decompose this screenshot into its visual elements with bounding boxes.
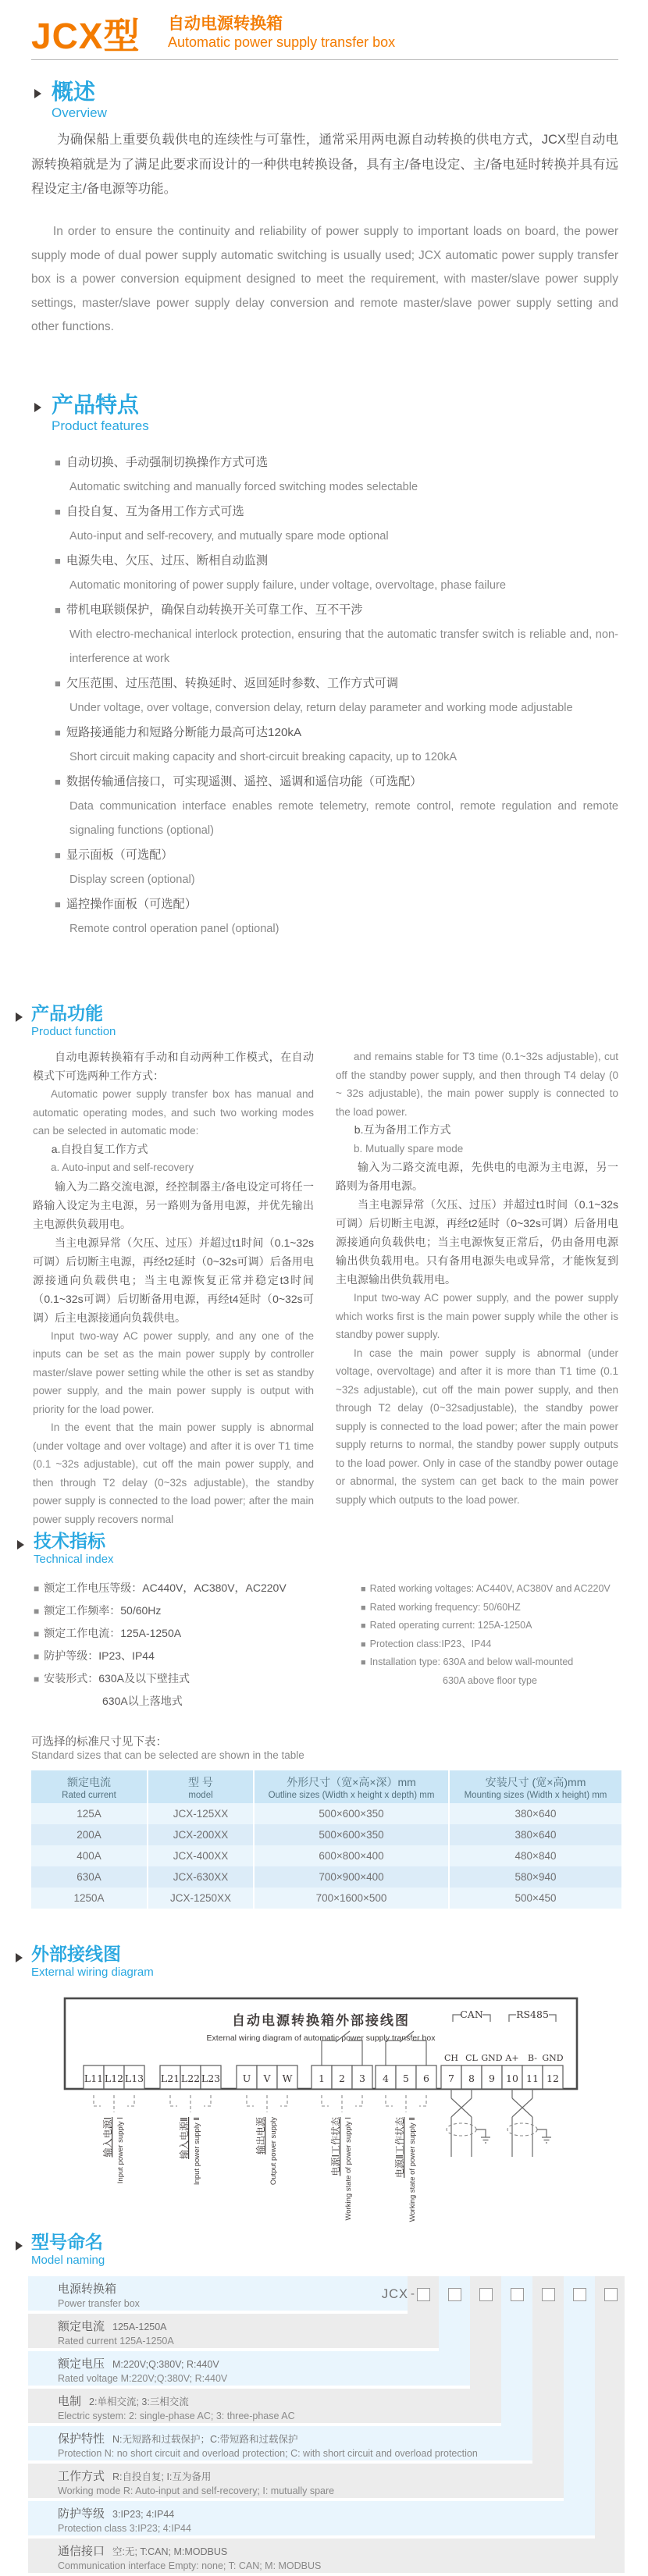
- overview-heading-cn: 概述: [52, 80, 96, 104]
- can-pin: CH: [443, 2053, 459, 2063]
- model-row: [28, 2314, 439, 2348]
- terminal: L11: [84, 2073, 104, 2084]
- overview-paragraph-en: In order to ensure the continuity and reliability of power supply to important loads on board, the power supply mode of dual power supply automatic switching is usually used; JCX automatic power supply transfer box is a power conversion equipment designed to meet the requirement, with master/slave power supply settings, master/slave power supply delay conversion and remote master/slave power supply setting and other functions.: [31, 225, 618, 333]
- group-bracket: [94, 2095, 134, 2112]
- feature-item: [55, 450, 618, 500]
- model-code-box: [448, 2288, 461, 2301]
- model-row-en: Communication interface Empty: none; T: CAN; M: MODBUS: [58, 2560, 322, 2571]
- table-cell: JCX-400XX: [148, 1845, 253, 1866]
- square-bullet-icon: ■: [55, 604, 61, 616]
- technical-item: 额定工作电流：125A-1250A: [44, 1627, 182, 1639]
- table-cell: 200A: [31, 1824, 147, 1845]
- table-cell: 380×640: [450, 1824, 621, 1845]
- square-bullet-icon: ■: [55, 457, 61, 468]
- square-bullet-icon: ■: [55, 678, 61, 689]
- function-paragraph: Input two-way AC power supply, and any one of the inputs can be set as the main power supply by controller master/slave power setting while the other is set as standby power supply, and the main power supply is output with priority for the load power.: [33, 1329, 314, 1415]
- terminal: 4: [383, 2073, 389, 2084]
- model-row-val: R:自投自复; I:互为备用: [112, 2471, 212, 2482]
- table-cell: JCX-200XX: [148, 1824, 253, 1845]
- terminal: 7: [448, 2073, 454, 2084]
- function-paragraph: In case the main power supply is abnormal (under voltage, overvoltage) and after it is more than T1 time (0.1 ~32s adjustable), cut off the main power supply, and then through T2 delay (0~32sadjustable), the standby power supply is connected to the load power; after the main power supply returns to normal, the standby power supply outputs to the load power. Only in case of the standby power outage or abnormal, the system can get back to the main power supply which outputs to the load power.: [336, 1347, 618, 1506]
- group-label-cn: 电源Ⅰ工作状态: [330, 2117, 341, 2176]
- twisted-pair-can: [447, 2089, 490, 2157]
- technical-item: 额定工作电压等级：AC440V，AC380V，AC220V: [44, 1582, 287, 1594]
- square-bullet-icon: ■: [361, 1639, 366, 1649]
- square-bullet-icon: ■: [34, 1651, 40, 1662]
- table-note-cn: 可选择的标准尺寸见下表：: [31, 1736, 167, 1749]
- feature-cn: 带机电联锁保护，确保自动转换开关可靠工作、互不干涉: [66, 603, 363, 617]
- model-row-cn: 额定电压: [58, 2357, 105, 2371]
- feature-en: With electro-mechanical interlock protection, ensuring that the automatic transfer switch is reliable and, non-interference at work: [69, 628, 618, 665]
- group-label-en: Output power supply: [269, 2117, 278, 2186]
- can-pin: CL: [465, 2053, 478, 2063]
- model-code-box: [573, 2288, 586, 2301]
- model-code-box: [417, 2288, 430, 2301]
- table-cell: 480×840: [450, 1845, 621, 1866]
- terminal: 2: [339, 2073, 345, 2084]
- model-prefix: JCX: [381, 2287, 408, 2301]
- technical-list-cn: [34, 1577, 330, 1712]
- technical-item: Protection class:IP23、IP44: [369, 1638, 492, 1649]
- square-bullet-icon: ■: [361, 1603, 366, 1613]
- function-paragraph: b.互为备用工作方式: [354, 1123, 451, 1136]
- can-label: CAN: [460, 2008, 483, 2020]
- group-label-en: Input power supply Ⅱ: [193, 2117, 201, 2186]
- table-cell: JCX-1250XX: [148, 1888, 253, 1909]
- section-model-header: [31, 2233, 105, 2267]
- ground-icon: [476, 2129, 490, 2143]
- feature-en: Under voltage, over voltage, conversion delay, return delay parameter and working mode adjustable: [69, 702, 573, 714]
- feature-cn: 自动切换、手动强制切换操作方式可选: [66, 456, 269, 469]
- model-row-cn: 额定电流: [58, 2320, 105, 2333]
- square-bullet-icon: ■: [55, 898, 61, 910]
- feature-cn: 数据传输通信接口，可实现遥测、遥控、遥调和遥信功能（可选配）: [66, 775, 422, 788]
- model-row-en: Rated current 125A-1250A: [58, 2336, 174, 2347]
- function-paragraph: Input two-way AC power supply, and the power supply which works first is the main power supply while the other is standby power supply.: [336, 1292, 618, 1340]
- rs485-label: RS485: [516, 2008, 549, 2020]
- model-row-cn: 电制: [58, 2395, 82, 2408]
- table-cell: 380×640: [450, 1803, 621, 1824]
- model-row: [28, 2351, 470, 2386]
- group-bracket: [170, 2095, 211, 2112]
- section-marker-icon: [16, 1953, 23, 1962]
- group-label-en: Working state of power supply Ⅰ: [344, 2117, 353, 2221]
- model-strip: [595, 2276, 625, 2539]
- feature-en: Remote control operation panel (optional): [69, 923, 279, 935]
- terminal: W: [282, 2073, 293, 2084]
- table-cell: 500×600×350: [255, 1824, 448, 1845]
- feature-cn: 短路接通能力和短路分断能力最高可达120kA: [66, 726, 302, 739]
- terminal: 8: [468, 2073, 475, 2084]
- feature-cn: 自投自复、互为备用工作方式可选: [66, 505, 244, 518]
- twisted-pair-rs485: [507, 2089, 551, 2157]
- technical-item-sub: 630A以上落地式: [102, 1695, 183, 1707]
- section-function-header: [31, 1004, 116, 1038]
- function-heading-en: Product function: [31, 1025, 116, 1039]
- square-bullet-icon: ■: [34, 1583, 40, 1594]
- rs485-pin: GND: [542, 2053, 564, 2063]
- table-cell: JCX-630XX: [148, 1866, 253, 1888]
- rs485-pin: A+: [505, 2053, 519, 2063]
- product-title-en: Automatic power supply transfer box: [168, 34, 396, 50]
- terminal: 5: [403, 2073, 409, 2084]
- terminal: 10: [506, 2073, 518, 2084]
- feature-item: [55, 500, 618, 549]
- section-marker-icon: [34, 89, 41, 98]
- table-cell: 125A: [31, 1803, 147, 1824]
- table-cell: 500×450: [450, 1888, 621, 1909]
- rs485-pin: B-: [527, 2053, 538, 2063]
- technical-item: 防护等级：IP23、IP44: [44, 1649, 155, 1662]
- model-row-cn: 通信接口: [58, 2545, 105, 2558]
- model-row-val: 3:IP23; 4:IP44: [112, 2509, 175, 2520]
- model-row-en: Protection N: no short circuit and overload protection; C: with short circuit and overload protection: [58, 2448, 478, 2459]
- feature-item: [55, 671, 618, 720]
- square-bullet-icon: ■: [55, 849, 61, 861]
- function-paragraph: 输入为二路交流电源，先供电的电源为主电源，另一路则为备用电源。: [336, 1161, 618, 1192]
- function-paragraph: a. Auto-input and self-recovery: [50, 1162, 194, 1173]
- feature-item: [55, 843, 618, 892]
- terminal: V: [263, 2073, 271, 2084]
- wiring-heading-en: External wiring diagram: [31, 1966, 154, 1980]
- model-row-en: Rated voltage M:220V;Q:380V; R:440V: [58, 2373, 228, 2384]
- group-label-en: Working state of power supply Ⅱ: [408, 2117, 417, 2222]
- feature-en: Auto-input and self-recovery, and mutually spare mode optional: [69, 530, 389, 543]
- square-bullet-icon: ■: [34, 1628, 40, 1639]
- wiring-title-cn: 自动电源转换箱外部接线图: [232, 2013, 410, 2028]
- header-divider: [31, 59, 618, 60]
- product-model-title: JCX型: [31, 16, 141, 56]
- section-technical-header: [34, 1532, 114, 1566]
- group-label-en: Input power supply Ⅰ: [116, 2117, 125, 2184]
- group-bracket: [322, 2095, 362, 2112]
- model-row-val: 2:单相交流; 3:三相交流: [89, 2396, 189, 2407]
- technical-item: Rated working frequency: 50/60HZ: [369, 1601, 521, 1613]
- square-bullet-icon: ■: [361, 1585, 366, 1594]
- wiring-title-en: External wiring diagram of automatic power supply transfer box: [206, 2033, 436, 2043]
- feature-item: [55, 598, 618, 671]
- feature-en: Automatic switching and manually forced switching modes selectable: [69, 481, 418, 493]
- section-marker-icon: [34, 403, 41, 412]
- table-cell: 400A: [31, 1845, 147, 1866]
- terminal: 11: [526, 2073, 539, 2084]
- model-row: [28, 2539, 625, 2573]
- model-code-box: [604, 2288, 618, 2301]
- terminal: 12: [547, 2073, 559, 2084]
- feature-en: Short circuit making capacity and short-circuit breaking capacity, up to 120kA: [69, 751, 458, 763]
- technical-list-en: [361, 1580, 630, 1689]
- square-bullet-icon: ■: [55, 776, 61, 788]
- features-list: [55, 450, 618, 941]
- table-cell: 600×800×400: [255, 1845, 448, 1866]
- model-code-box: [511, 2288, 524, 2301]
- table-header-cell: 额定电流 Rated current: [31, 1770, 147, 1803]
- model-strip: [532, 2276, 564, 2464]
- function-column-left: [33, 1048, 314, 1528]
- table-header-cell: 外形尺寸（宽×高×深）mm Outline sizes (Width x height x depth) mm: [255, 1770, 448, 1803]
- features-heading-cn: 产品特点: [52, 393, 140, 417]
- overview-paragraph-cn: 为确保船上重要负载供电的连续性与可靠性，通常采用两电源自动转换的供电方式，JCX型自动电源转换箱就是为了满足此要求而设计的一种供电转换设备，具有主/备电设定、主/备电延时转换并具有远程设定主/备电源等功能。: [31, 133, 618, 196]
- terminal-strip: [84, 2065, 563, 2089]
- page-title-block: [31, 8, 140, 59]
- function-paragraph: 输入为二路交流电源，经控制器主/备电设定可将任一路输入设定为主电源，另一路则为备用电源，并优先输出主电源供负载用电。: [33, 1179, 314, 1230]
- square-bullet-icon: ■: [361, 1658, 366, 1667]
- table-cell: 500×600×350: [255, 1803, 448, 1824]
- feature-cn: 显示面板（可选配）: [66, 849, 173, 862]
- function-heading-cn: 产品功能: [31, 1003, 103, 1023]
- feature-en: Data communication interface enables remote telemetry, remote control, remote regulation and remote signaling functions (optional): [69, 800, 618, 837]
- table-cell: 700×1600×500: [255, 1888, 448, 1909]
- group-label-cn: 输入电源Ⅱ: [179, 2117, 190, 2159]
- page-subtitle-block: [168, 11, 395, 51]
- square-bullet-icon: ■: [55, 555, 61, 567]
- function-column-right: [336, 1048, 618, 1509]
- model-row-cn: 防护等级: [58, 2507, 105, 2521]
- ground-icon: [537, 2129, 551, 2143]
- terminal: 3: [359, 2073, 365, 2084]
- table-cell: 580×940: [450, 1866, 621, 1888]
- square-bullet-icon: ■: [34, 1674, 40, 1685]
- table-header-cell: 安装尺寸 (宽×高)mm Mounting sizes (Width x height) mm: [450, 1770, 621, 1803]
- model-heading-en: Model naming: [31, 2254, 105, 2268]
- function-paragraph: In the event that the main power supply is abnormal (under voltage and over voltage) and after it is over T1 time (0.1 ~32s adjustable), cut off the main power supply, and then through T2 delay (0~32s adjustable), the standby power supply is connected to the load power; after the main power supply recovers normal: [33, 1421, 314, 1525]
- model-row-en: Protection class 3:IP23; 4:IP44: [58, 2523, 191, 2534]
- wiring-diagram: [27, 1989, 621, 2231]
- wiring-heading-cn: 外部接线图: [31, 1944, 121, 1964]
- section-features-header: [52, 393, 149, 434]
- terminal: 1: [319, 2073, 325, 2084]
- square-bullet-icon: ■: [34, 1606, 40, 1617]
- table-note-en: Standard sizes that can be selected are shown in the table: [31, 1749, 304, 1761]
- model-naming-diagram: [28, 2276, 625, 2573]
- technical-item: 安装形式：630A及以下壁挂式: [44, 1672, 190, 1685]
- feature-cn: 欠压范围、过压范围、转换延时、返回延时参数、工作方式可调: [66, 677, 399, 690]
- technical-item: Rated operating current: 125A-1250A: [369, 1620, 532, 1631]
- feature-en: Display screen (optional): [69, 873, 195, 886]
- function-paragraph: 当主电源异常（欠压、过压）并超过t1时间（0.1~32s可调）后切断主电源，再经t2延时（0~32s可调）后备用电源接通向负载供电；当主电源恢复正常后，仍由备用电源输出供负载用电。只有备用电源失电或异常，才能恢复到主电源输出供负载用电。: [336, 1198, 618, 1286]
- model-heading-cn: 型号命名: [31, 2232, 103, 2252]
- technical-heading-en: Technical index: [34, 1553, 114, 1567]
- section-wiring-header: [31, 1944, 154, 1979]
- overview-heading-en: Overview: [52, 105, 107, 121]
- terminal: L23: [201, 2073, 221, 2084]
- table-cell: 700×900×400: [255, 1866, 448, 1888]
- feature-en: Automatic monitoring of power supply failure, under voltage, overvoltage, phase failure: [69, 579, 506, 592]
- terminal: 9: [489, 2073, 495, 2084]
- section-marker-icon: [16, 1012, 23, 1022]
- model-row-en: Working mode R: Auto-input and self-recovery; I: mutually spare: [58, 2485, 335, 2496]
- technical-heading-cn: 技术指标: [34, 1531, 105, 1551]
- standard-size-table: [31, 1770, 618, 1909]
- feature-item: [55, 892, 618, 941]
- function-paragraph: 当主电源异常（欠压、过压）并超过t1时间（0.1~32s可调）后切断主电源，再经t2延时（0~32s可调）后备用电源接通向负载供电；当主电源恢复正常并稳定t3时间（0.1~32s可调）后切断备用电源，再经t4延时（0~32s可调）后主电源接通向负载供电。: [33, 1236, 314, 1324]
- model-row: [28, 2501, 595, 2535]
- group-label-cn: 电源Ⅱ工作状态: [394, 2117, 405, 2178]
- model-row-cn: 保护特性: [58, 2432, 105, 2446]
- model-row-cn: 电源转换箱: [58, 2282, 117, 2296]
- function-paragraph: and remains stable for T3 time (0.1~32s adjustable), cut off the standby power supply, and then through T4 delay (0 ~ 32s adjustable), the main power supply is connected to the load power.: [336, 1051, 618, 1118]
- technical-item: Rated working voltages: AC440V, AC380V and AC220V: [369, 1583, 611, 1594]
- square-bullet-icon: ■: [55, 727, 61, 738]
- model-row-val: N:无短路和过载保护；C:带短路和过载保护: [112, 2434, 298, 2445]
- terminal: L13: [124, 2073, 144, 2084]
- function-paragraph: 自动电源转换箱有手动和自动两种工作模式，在自动模式下可选两种工作方式：: [33, 1051, 314, 1082]
- terminal: L21: [160, 2073, 180, 2084]
- function-paragraph: a.自投自复工作方式: [51, 1142, 148, 1155]
- model-row-en: Power transfer box: [58, 2298, 140, 2309]
- square-bullet-icon: ■: [361, 1621, 366, 1631]
- can-pin: GND: [481, 2053, 503, 2063]
- section-marker-icon: [17, 1540, 24, 1550]
- terminal: L12: [104, 2073, 124, 2084]
- product-title-cn: 自动电源转换箱: [168, 15, 283, 33]
- model-row-en: Electric system: 2: single-phase AC; 3: three-phase AC: [58, 2411, 295, 2421]
- technical-item-sub: 630A above floor type: [443, 1674, 537, 1686]
- terminal: U: [242, 2073, 251, 2084]
- model-code-box: [479, 2288, 493, 2301]
- model-row: [28, 2389, 501, 2423]
- table-cell: JCX-125XX: [148, 1803, 253, 1824]
- table-header-cell: 型 号 model: [148, 1770, 253, 1803]
- section-marker-icon: [16, 2241, 23, 2250]
- model-row-val: 空:无; T:CAN; M:MODBUS: [112, 2546, 228, 2557]
- function-paragraph: b. Mutually spare mode: [353, 1142, 464, 1155]
- feature-item: [55, 549, 618, 598]
- technical-item: 额定工作频率：50/60Hz: [44, 1604, 162, 1617]
- model-row: [28, 2464, 564, 2498]
- group-bracket: [386, 2095, 426, 2112]
- model-row-val: M:220V;Q:380V; R:440V: [112, 2359, 219, 2370]
- table-cell: 630A: [31, 1866, 147, 1888]
- model-row-cn: 工作方式: [58, 2470, 105, 2483]
- function-paragraph: Automatic power supply transfer box has manual and automatic operating modes, and such two working modes can be selected in automatic mode:: [33, 1088, 314, 1137]
- features-heading-en: Product features: [52, 418, 149, 434]
- group-label-cn: 输出电源: [255, 2117, 266, 2155]
- feature-item: [55, 720, 618, 770]
- model-code-box: [542, 2288, 555, 2301]
- terminal: 6: [423, 2073, 429, 2084]
- feature-item: [55, 770, 618, 843]
- feature-cn: 遥控操作面板（可选配）: [66, 898, 197, 911]
- group-label-cn: 输入电源Ⅰ: [102, 2117, 113, 2158]
- feature-cn: 电源失电、欠压、过压、断相自动监测: [66, 554, 269, 568]
- section-overview-header: [52, 80, 107, 121]
- model-dash: -: [411, 2287, 415, 2300]
- technical-item: Installation type: 630A and below wall-mounted: [369, 1656, 574, 1667]
- table-cell: 1250A: [31, 1888, 147, 1909]
- model-row-val: 125A-1250A: [112, 2322, 167, 2332]
- model-row: [28, 2426, 532, 2460]
- terminal: L22: [180, 2073, 201, 2084]
- group-bracket: [247, 2095, 287, 2112]
- square-bullet-icon: ■: [55, 506, 61, 518]
- model-strip: [564, 2276, 595, 2501]
